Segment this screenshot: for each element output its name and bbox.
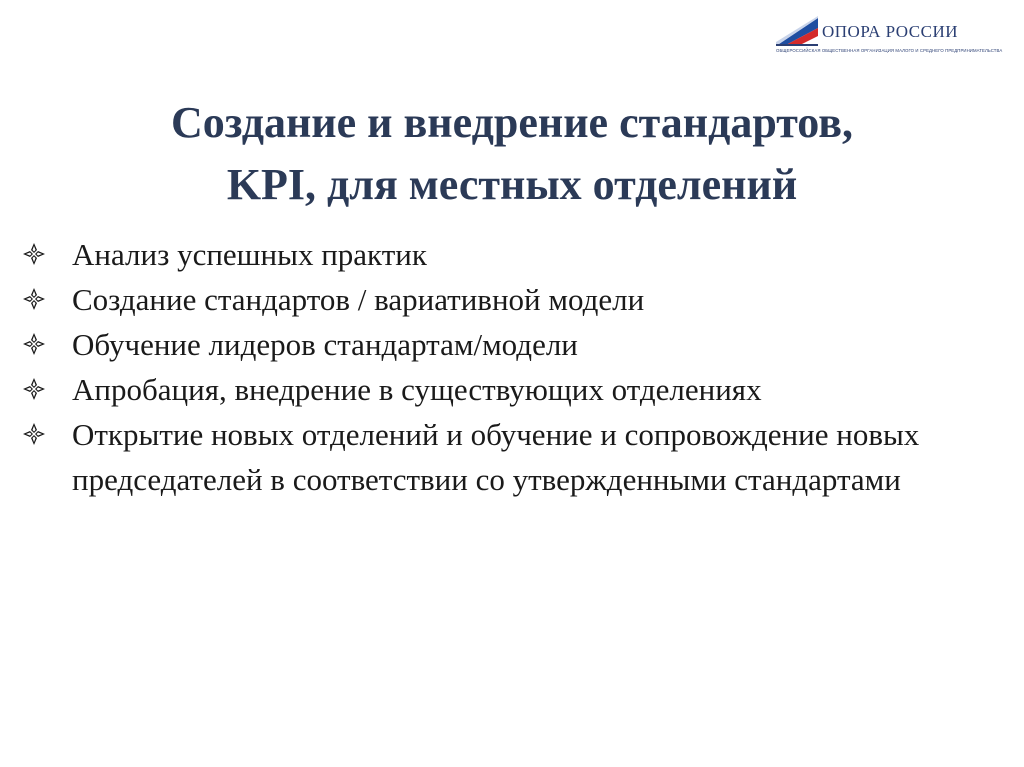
bullet-text: Создание стандартов / вариативной модели xyxy=(72,282,645,317)
list-item xyxy=(22,232,1002,277)
slide-title-line-1: Создание и внедрение стандартов, xyxy=(171,98,853,147)
list-item xyxy=(22,412,1002,502)
bullet-list xyxy=(22,232,1002,502)
slide-title xyxy=(40,92,984,216)
list-item xyxy=(22,322,1002,367)
bullet-text: Обучение лидеров стандартам/модели xyxy=(72,327,578,362)
bullet-text: Открытие новых отделений и обучение и сопровождение новых председателей в соответствии со утвержденными стандартами xyxy=(72,417,920,497)
opora-logo xyxy=(776,14,1003,60)
bullet-text: Апробация, внедрение в существующих отделениях xyxy=(72,372,762,407)
diamond-ornament-icon xyxy=(22,377,46,401)
diamond-ornament-icon xyxy=(22,422,46,446)
list-item xyxy=(22,277,1002,322)
bullet-text: Анализ успешных практик xyxy=(72,237,427,272)
logo-name: ОПОРА РОССИИ xyxy=(822,22,959,41)
list-item xyxy=(22,367,1002,412)
diamond-ornament-icon xyxy=(22,287,46,311)
diamond-ornament-icon xyxy=(22,242,46,266)
slide-title-line-2: KPI, для местных отделений xyxy=(226,160,798,209)
logo-tagline: ОБЩЕРОССИЙСКАЯ ОБЩЕСТВЕННАЯ ОРГАНИЗАЦИЯ МАЛОГО И СРЕДНЕГО ПРЕДПРИНИМАТЕЛЬСТВА xyxy=(776,48,1003,53)
diamond-ornament-icon xyxy=(22,332,46,356)
flag-icon xyxy=(776,16,818,46)
